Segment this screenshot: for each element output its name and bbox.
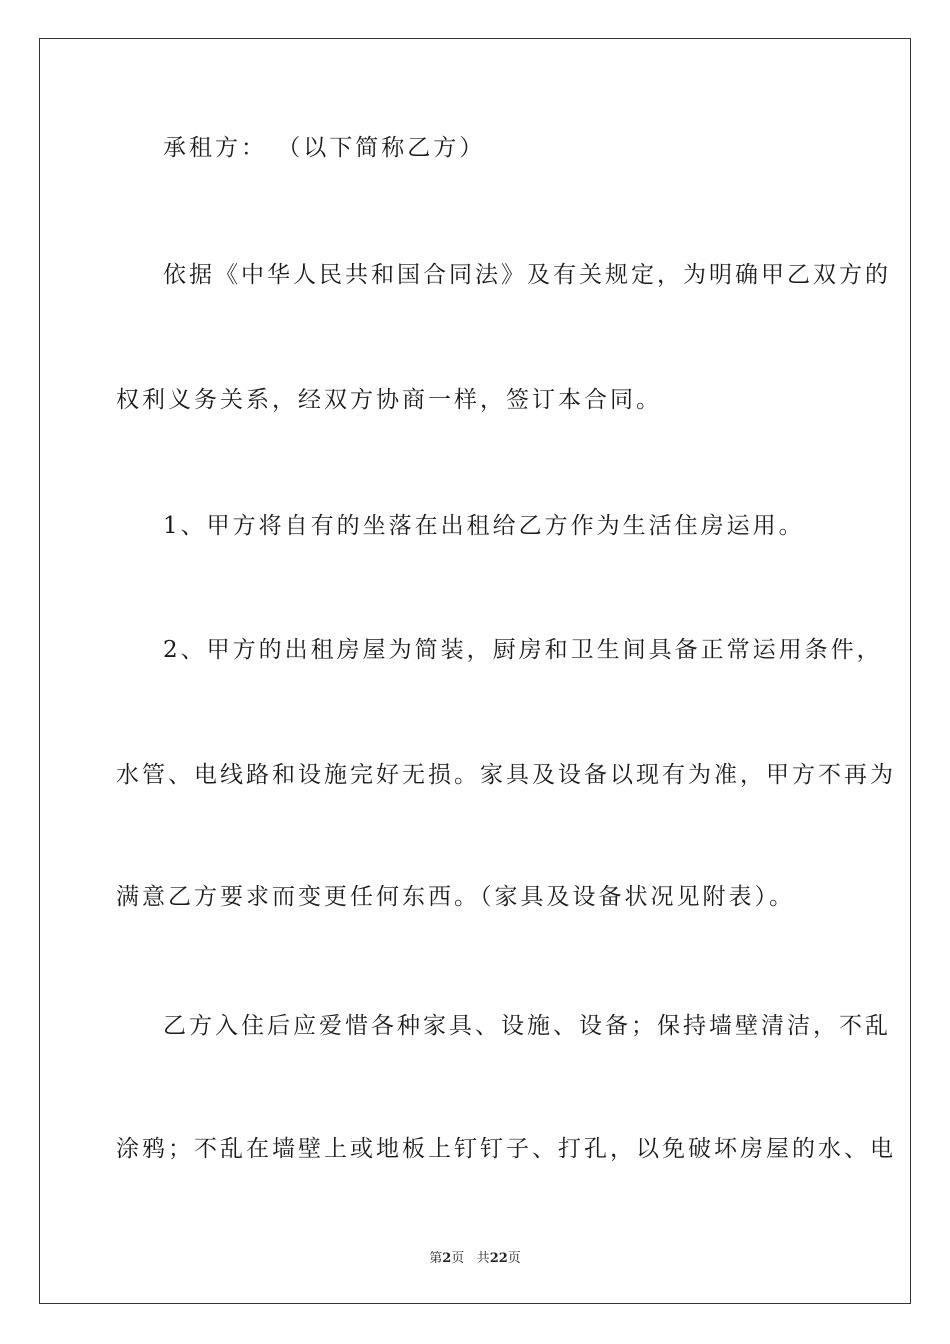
page-number: 2 <box>442 1251 452 1266</box>
text-line: 权利义务关系，经双方协商一样，签订本合同。 <box>116 387 662 413</box>
page-prefix: 第 <box>429 1251 443 1266</box>
total-suffix: 页 <box>507 1251 521 1266</box>
page-border <box>39 38 911 1304</box>
text-line: 依据《中华人民共和国合同法》及有关规定，为明确甲乙双方的 <box>163 262 891 288</box>
total-prefix: 共 <box>476 1251 490 1266</box>
text-line: 满意乙方要求而变更任何东西。（家具及设备状况见附表）。 <box>116 884 795 910</box>
text-line: 承租方： （以下简称乙方） <box>163 135 486 161</box>
text-line: 2、甲方的出租房屋为简装，厨房和卫生间具备正常运用条件， <box>163 637 883 663</box>
text-line: 水管、电线路和设施完好无损。家具及设备以现有为准，甲方不再为 <box>116 762 896 788</box>
page-suffix: 页 <box>451 1251 465 1266</box>
page-footer <box>0 1247 950 1266</box>
total-pages: 22 <box>489 1251 508 1266</box>
text-line: 1、甲方将自有的坐落在出租给乙方作为生活住房运用。 <box>163 513 805 539</box>
text-line: 乙方入住后应爱惜各种家具、设施、设备；保持墙壁清洁，不乱 <box>163 1013 891 1039</box>
text-line: 涂鸦；不乱在墙壁上或地板上钉钉子、打孔，以免破坏房屋的水、电 <box>116 1136 896 1162</box>
